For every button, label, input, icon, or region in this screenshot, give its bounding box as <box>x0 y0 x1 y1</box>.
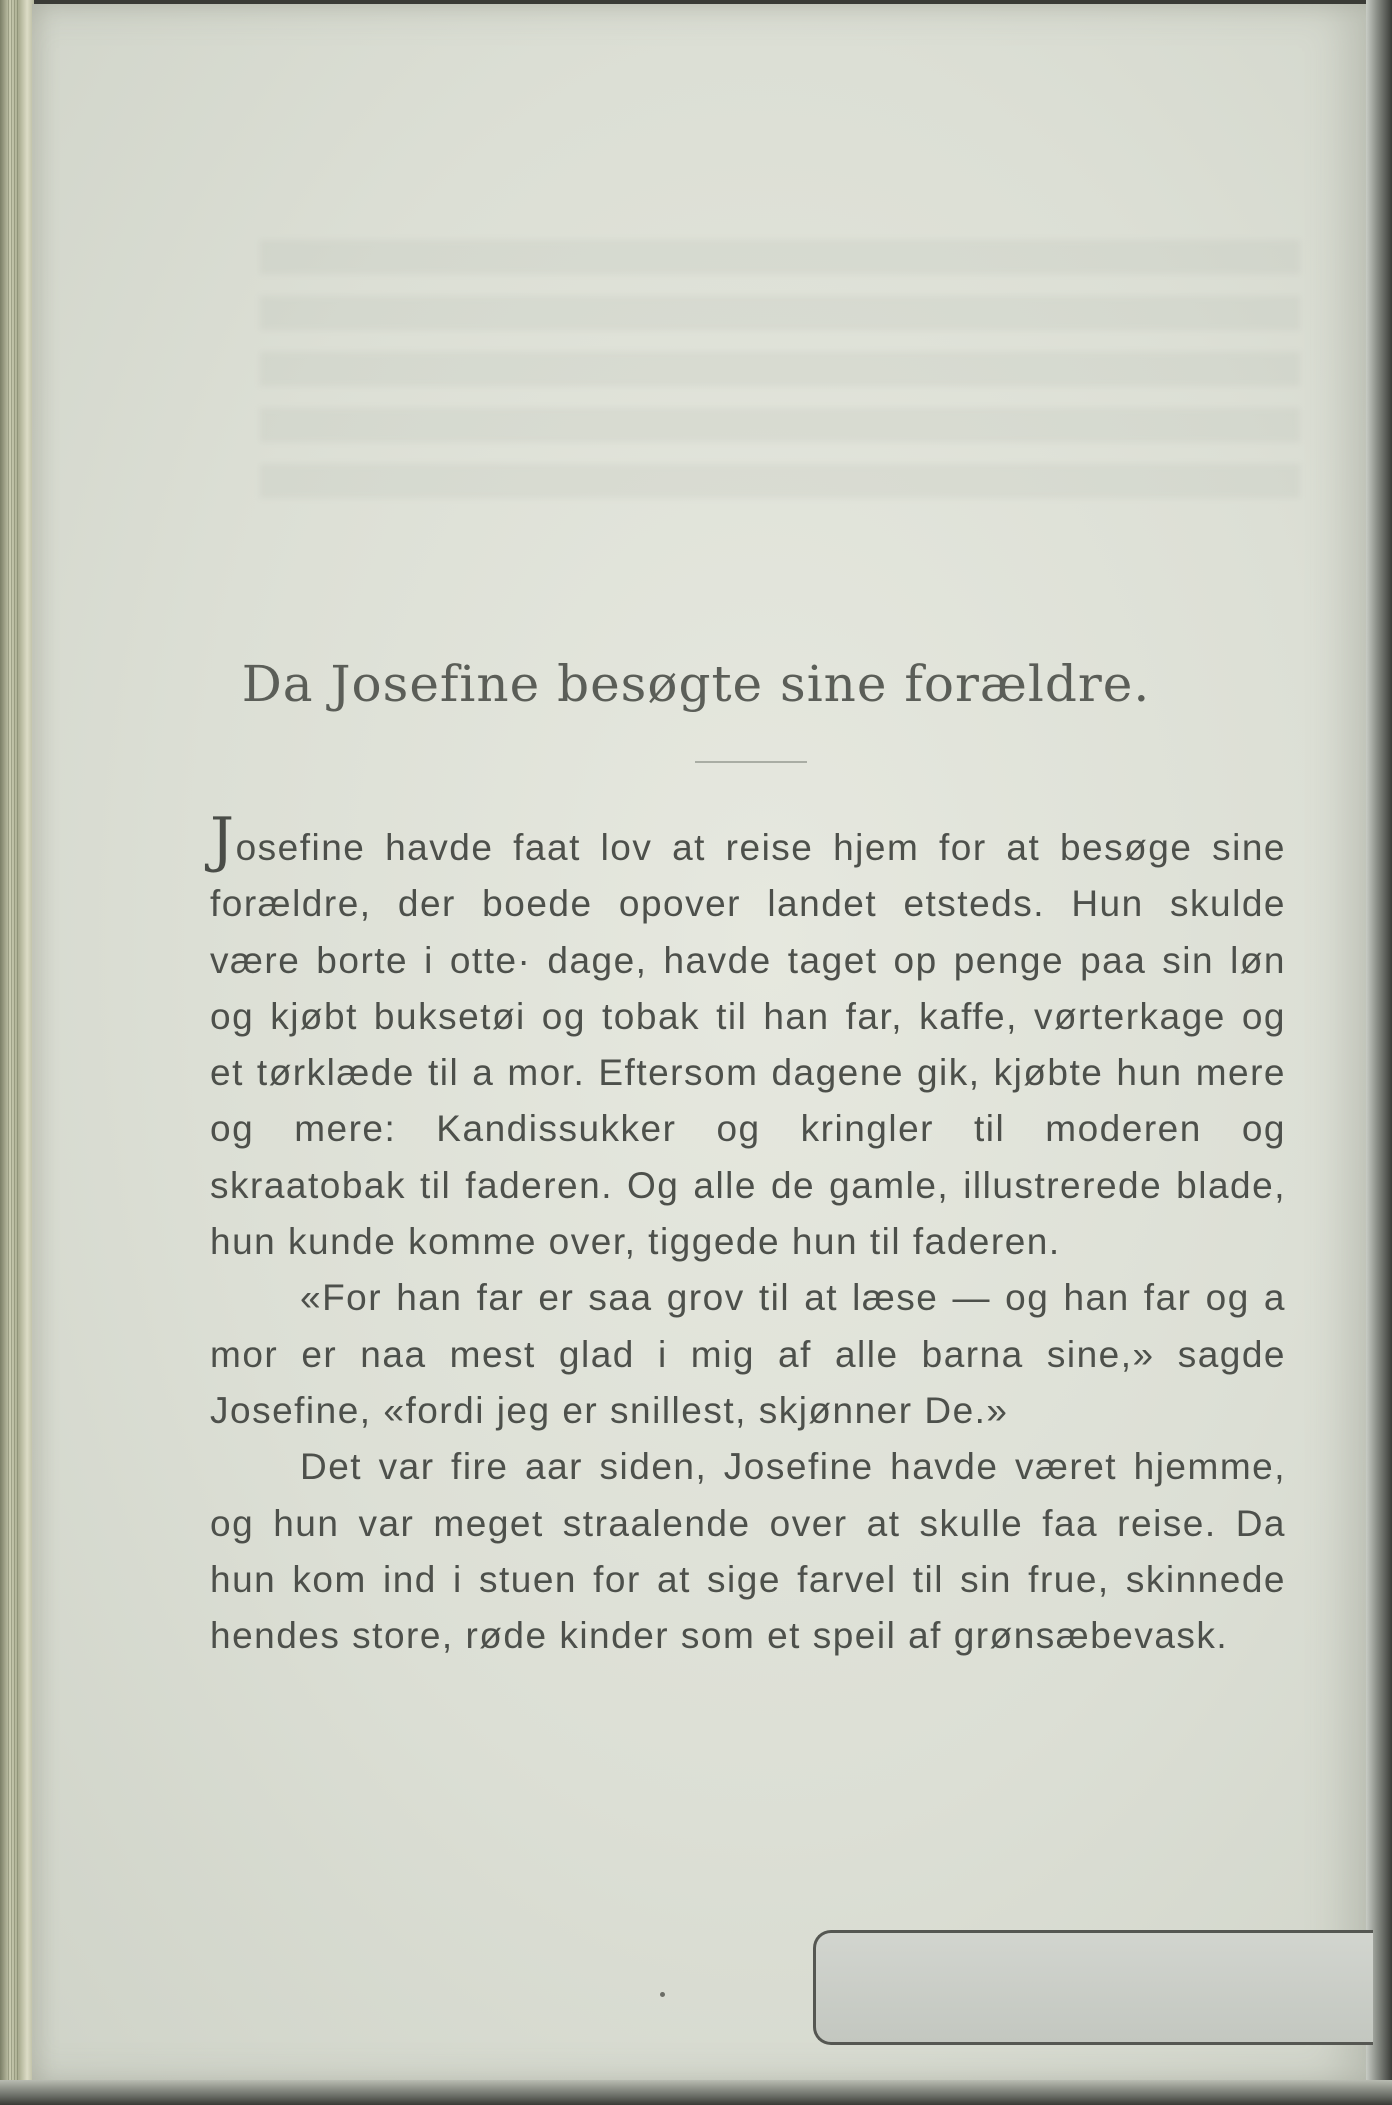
right-edge <box>1366 0 1392 2105</box>
chapter-title: Da Josefine besøgte sine forældre. <box>241 655 1151 713</box>
drop-cap: J <box>210 805 236 875</box>
speck <box>660 1992 665 1997</box>
body-text <box>210 805 1286 1664</box>
bottom-edge <box>0 2080 1392 2105</box>
title-divider <box>695 761 807 763</box>
book-edge-lines <box>8 0 18 2105</box>
page-clip-tab <box>813 1930 1373 2045</box>
paragraph-1 <box>210 805 1286 1270</box>
show-through-text <box>260 240 1300 500</box>
paragraph-1-text: osefine havde faat lov at reise hjem for at besøge sine forældre, der boede opover landet etsteds. Hun skulde være borte i otte· dage, havde taget op penge paa sin løn og kjøbt buksetøi og tobak til han far, kaffe, vørterkage og et tørklæde til a mor. Eftersom dagene gik, kjøbte hun mere og mere: Kandissukker og kringler til moderen og skraatobak til faderen. Og alle de gamle, illustrerede blade, hun kunde komme over, tiggede hun til faderen. <box>210 827 1286 1263</box>
paragraph-3: Det var fire aar siden, Josefine havde været hjemme, og hun var meget straalende over at skulle faa reise. Da hun kom ind i stuen for at sige farvel til sin frue, skinnede hendes store, røde kinder som et speil af grønsæbevask. <box>210 1446 1286 1657</box>
paragraph-2: «For han far er saa grov til at læse — og han far og a mor er naa mest glad i mig af alle barna sine,» sagde Josefine, «fordi jeg er snillest, skjønner De.» <box>210 1277 1286 1431</box>
